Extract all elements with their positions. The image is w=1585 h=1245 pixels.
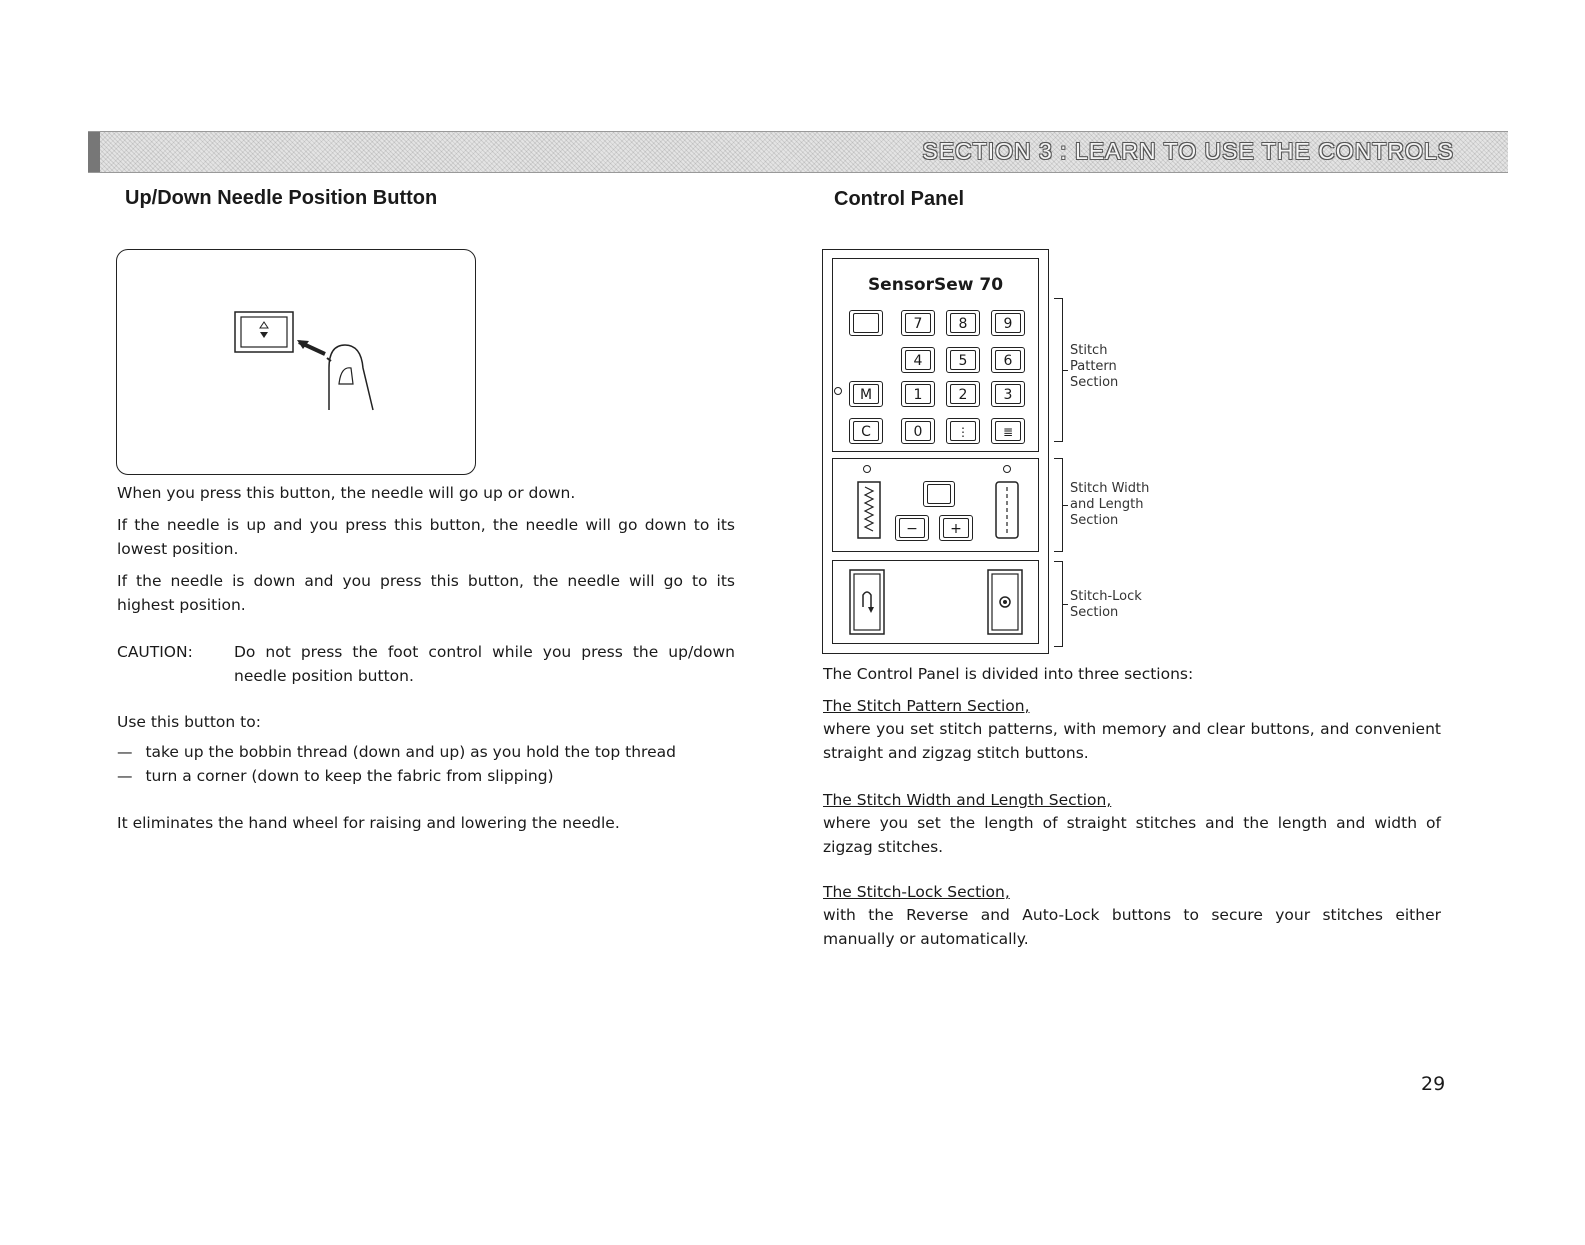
brace-stitch-lock: [1054, 561, 1063, 647]
display-window: [923, 481, 955, 507]
section-banner: [88, 131, 1508, 173]
brace-width-length: [1054, 458, 1063, 552]
key-5: 5: [946, 347, 980, 373]
caution-label: CAUTION:: [117, 643, 193, 661]
use-heading: Use this button to:: [117, 713, 261, 731]
stitch-pattern-section: [832, 258, 1039, 452]
reverse-button-icon: [849, 569, 885, 635]
label-stitch-pattern: Stitch Pattern Section: [1070, 343, 1119, 390]
finger-press-icon: [117, 250, 475, 474]
paragraph-1: When you press this button, the needle will go up or down.: [117, 484, 576, 502]
width-length-section: [832, 458, 1039, 552]
memory-indicator-icon: [834, 387, 842, 395]
key-1: 1: [901, 381, 935, 407]
control-panel-diagram: [822, 249, 1049, 654]
key-c: C: [849, 418, 883, 444]
length-indicator-icon: [1003, 465, 1011, 473]
needle-button-illustration: [116, 249, 476, 475]
section-2-text: where you set the length of straight stitches and the length and width of zigzag stitches.: [823, 814, 1441, 856]
key-8: 8: [946, 310, 980, 336]
key-6: 6: [991, 347, 1025, 373]
section-1-text: where you set stitch patterns, with memory and clear buttons, and convenient straight and zigzag stitch buttons.: [823, 720, 1441, 762]
closing-note: It eliminates the hand wheel for raising and lowering the needle.: [117, 814, 620, 832]
key-9: 9: [991, 310, 1025, 336]
section-3-title: The Stitch-Lock Section,: [823, 883, 1010, 901]
section-1-title: The Stitch Pattern Section,: [823, 697, 1030, 715]
length-gauge-icon: [995, 481, 1019, 539]
blank-key: [849, 310, 883, 336]
key-3: 3: [991, 381, 1025, 407]
page-number: 29: [1421, 1073, 1446, 1095]
needle-button-heading: Up/Down Needle Position Button: [125, 187, 438, 209]
dash-icon: —: [117, 743, 133, 761]
key-minus: −: [895, 515, 929, 541]
key-7: 7: [901, 310, 935, 336]
key-m: M: [849, 381, 883, 407]
key-plus: +: [939, 515, 973, 541]
list-item-text: take up the bobbin thread (down and up) as you hold the top thread: [145, 743, 676, 761]
section-3-text: with the Reverse and Auto-Lock buttons to secure your stitches either manually or automatically.: [823, 906, 1441, 948]
paragraph-3: If the needle is down and you press this button, the needle will go to its highest position.: [117, 572, 735, 614]
brand-name: SensorSew 70: [867, 275, 1004, 295]
control-panel-heading: Control Panel: [834, 188, 965, 210]
zigzag-gauge-icon: [857, 481, 881, 539]
banner-edge: [88, 132, 100, 172]
key-0: 0: [901, 418, 935, 444]
zigzag-stitch-key-icon: ≣: [991, 418, 1025, 444]
section-2-title: The Stitch Width and Length Section,: [823, 791, 1112, 809]
key-2: 2: [946, 381, 980, 407]
label-stitch-lock: Stitch-Lock Section: [1070, 589, 1142, 620]
auto-lock-button-icon: [987, 569, 1023, 635]
list-item: [117, 740, 676, 764]
paragraph-2: If the needle is up and you press this button, the needle will go down to its lowest position.: [117, 516, 735, 558]
stitch-lock-section: [832, 560, 1039, 644]
brace-stitch-pattern: [1054, 298, 1063, 442]
caution-text: Do not press the foot control while you press the up/down needle position button.: [234, 643, 735, 685]
section-title: SECTION 3 : LEARN TO USE THE CONTROLS: [922, 138, 1454, 164]
label-width-length: Stitch Width and Length Section: [1070, 481, 1150, 528]
straight-stitch-key-icon: ⋮: [946, 418, 980, 444]
width-indicator-icon: [863, 465, 871, 473]
list-item: [117, 764, 554, 788]
list-item-text: turn a corner (down to keep the fabric from slipping): [145, 767, 554, 785]
panel-intro: The Control Panel is divided into three sections:: [823, 665, 1194, 683]
dash-icon: —: [117, 767, 133, 785]
key-4: 4: [901, 347, 935, 373]
